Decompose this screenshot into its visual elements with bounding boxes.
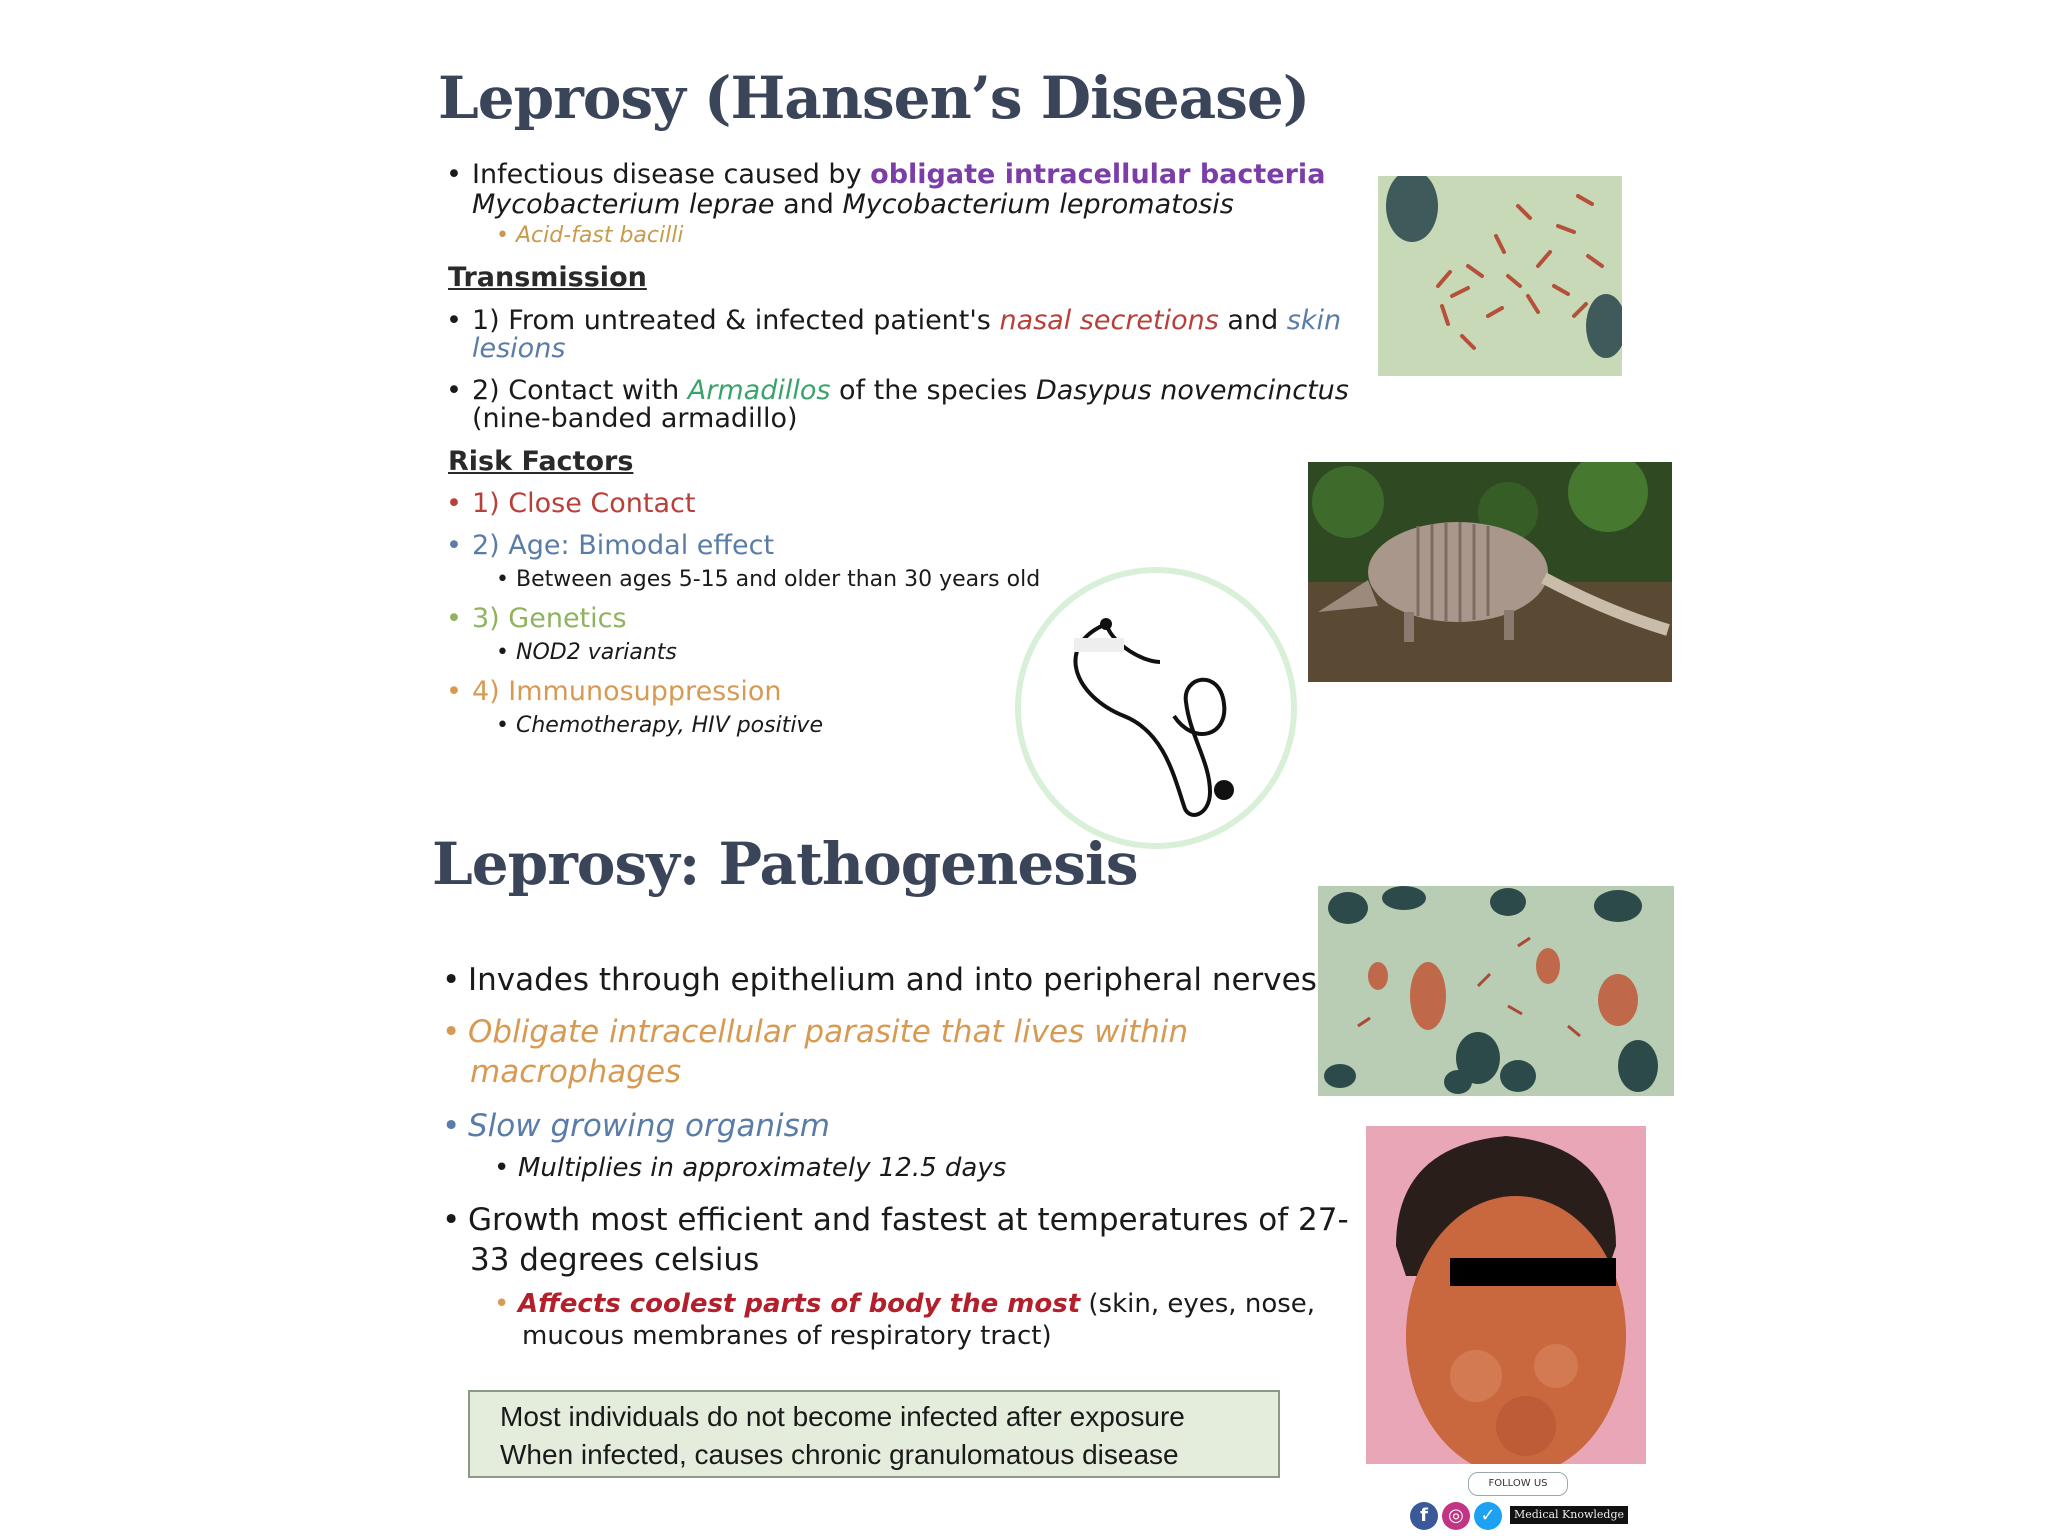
risk-1-text: 1) Close Contact (472, 488, 696, 519)
path-4-text: Growth most efficient and fastest at temperatures of 27- (468, 1202, 1349, 1238)
risk-item-2: • 2) Age: Bimodal effect (446, 530, 775, 561)
twitter-icon[interactable]: ✓ (1474, 1502, 1502, 1530)
species-b: Mycobacterium lepromatosis (842, 189, 1234, 220)
macrophage-micrograph-image (1318, 886, 1674, 1096)
risk-item-2-sub: • Between ages 5-15 and older than 30 years old (496, 567, 1041, 592)
transmission-item-2-cont: (nine-banded armadillo) (472, 403, 798, 434)
brand-label: Medical Knowledge (1510, 1506, 1628, 1524)
pathogenesis-item-4: • Growth most efficient and fastest at temperatures of 27- (442, 1202, 1349, 1238)
pathogenesis-item-4-sub: • Affects coolest parts of body the most (skin, eyes, nose, (494, 1289, 1316, 1319)
t2-mid: of the species (830, 375, 1036, 406)
risk-4-text: 4) Immunosuppression (472, 676, 782, 707)
summary-note-box (468, 1390, 1280, 1478)
instagram-icon[interactable]: ◎ (1442, 1502, 1470, 1530)
risk-item-1: • 1) Close Contact (446, 488, 696, 519)
risk-3-sub-text: NOD2 variants (516, 640, 677, 665)
path-4-sub-rest: (skin, eyes, nose, (1080, 1289, 1316, 1319)
acid-fast-text: Acid-fast bacilli (516, 223, 684, 248)
stethoscope-icon (1014, 566, 1298, 850)
risk-item-4-sub: • Chemotherapy, HIV positive (496, 713, 823, 738)
risk-2-text: 2) Age: Bimodal effect (472, 530, 775, 561)
t2-armadillos: Armadillos (687, 375, 831, 406)
path-3-sub-text: Multiplies in approximately 12.5 days (518, 1153, 1007, 1183)
species-and: and (774, 189, 843, 220)
pathogenesis-item-3-sub: • Multiplies in approximately 12.5 days (494, 1153, 1007, 1183)
transmission-heading: Transmission (448, 262, 647, 293)
pathogenesis-item-2: • Obligate intracellular parasite that lives within (442, 1014, 1189, 1050)
armadillo-photo (1308, 462, 1672, 682)
pathogenesis-item-2-cont: macrophages (470, 1054, 682, 1090)
pathogenesis-item-3: • Slow growing organism (442, 1108, 830, 1144)
section-title-pathogenesis: Leprosy: Pathogenesis (432, 830, 1138, 898)
note-line-2: When infected, causes chronic granulomatous disease (500, 1439, 1179, 1470)
t2-species: Dasypus novemcinctus (1035, 375, 1349, 406)
t1-text: 1) From untreated & infected patient's (472, 305, 1000, 336)
intro-bullet: • Infectious disease caused by obligate intracellular bacteria (446, 159, 1326, 190)
intro-highlight: obligate intracellular bacteria (870, 159, 1326, 190)
t1-and: and (1218, 305, 1287, 336)
note-line-1: Most individuals do not become infected after exposure (500, 1401, 1185, 1432)
path-4-sub-emph: Affects coolest parts of body the most (518, 1289, 1081, 1319)
risk-2-sub-text: Between ages 5-15 and older than 30 years old (516, 567, 1041, 592)
transmission-item-1-cont: lesions (472, 333, 566, 364)
transmission-item-2: • 2) Contact with Armadillos of the species Dasypus novemcinctus (446, 375, 1349, 406)
t1-nasal: nasal secretions (999, 305, 1219, 336)
pathogenesis-item-4-sub-cont: mucous membranes of respiratory tract) (522, 1321, 1052, 1351)
patient-photo (1366, 1126, 1646, 1464)
path-3-text: Slow growing organism (468, 1108, 830, 1144)
transmission-item-1: • 1) From untreated & infected patient's nasal secretions and skin (446, 305, 1342, 336)
censor-bar (1450, 1258, 1616, 1286)
species-a: Mycobacterium leprae (472, 189, 775, 220)
risk-item-3-sub: • NOD2 variants (496, 640, 677, 665)
t1-skin: skin (1286, 305, 1342, 336)
pathogenesis-item-1: • Invades through epithelium and into peripheral nerves (442, 962, 1317, 998)
pathogenesis-item-4-cont: 33 degrees celsius (470, 1242, 760, 1278)
intro-species (472, 190, 1234, 219)
bacteria-micrograph-image (1378, 176, 1622, 376)
risk-item-3: • 3) Genetics (446, 603, 627, 634)
t2-text: 2) Contact with (472, 375, 688, 406)
path-2-text: Obligate intracellular parasite that lives within (468, 1014, 1189, 1050)
risk-heading: Risk Factors (448, 446, 634, 477)
risk-item-4: • 4) Immunosuppression (446, 676, 782, 707)
intro-text: Infectious disease caused by (472, 159, 871, 190)
page-title: Leprosy (Hansen’s Disease) (438, 64, 1310, 132)
facebook-icon[interactable]: f (1410, 1502, 1438, 1530)
risk-4-sub-text: Chemotherapy, HIV positive (516, 713, 823, 738)
path-1-text: Invades through epithelium and into peripheral nerves (468, 962, 1317, 998)
follow-us-badge[interactable]: FOLLOW US (1468, 1472, 1568, 1496)
risk-3-text: 3) Genetics (472, 603, 627, 634)
acid-fast-sub: • Acid-fast bacilli (496, 223, 684, 248)
